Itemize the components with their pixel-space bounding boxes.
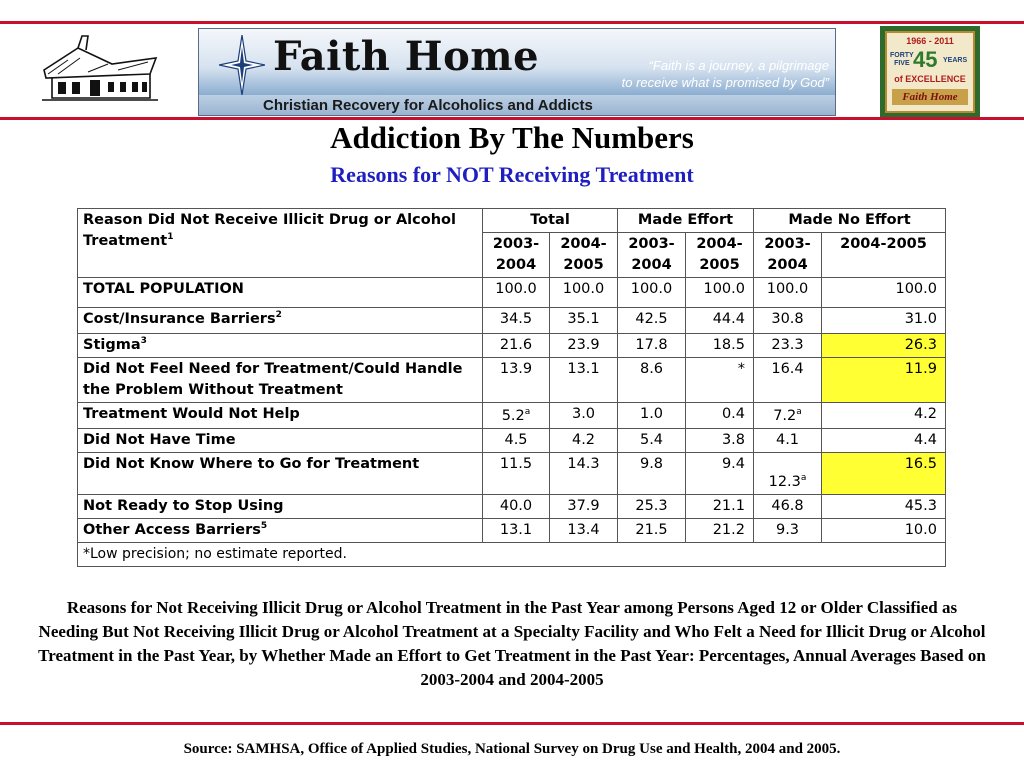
value-cell: 5.4	[618, 429, 686, 453]
row-label: Cost/Insurance Barriers$^2$	[78, 308, 483, 334]
row-label: Other Access Barriers$^5$	[78, 519, 483, 543]
value-cell: 18.5	[686, 334, 754, 358]
banner-quote: “Faith is a journey, a pilgrimage to receive what is promised by God”	[621, 58, 829, 90]
table-footnote: *Low precision; no estimate reported.	[78, 543, 946, 567]
value-cell: 100.0	[483, 278, 550, 308]
value-cell: 14.3	[550, 453, 618, 495]
treatment-reasons-table	[77, 208, 946, 567]
value-cell: 35.1	[550, 308, 618, 334]
page-subtitle: Reasons for NOT Receiving Treatment	[330, 162, 694, 187]
value-cell: 0.4	[686, 403, 754, 429]
value-cell: 9.3	[754, 519, 822, 543]
value-cell: 13.4	[550, 519, 618, 543]
value-cell: 37.9	[550, 495, 618, 519]
value-cell: 45.3	[822, 495, 946, 519]
year-header: 2004-2005	[550, 233, 618, 278]
value-cell: 40.0	[483, 495, 550, 519]
value-cell: 42.5	[618, 308, 686, 334]
value-cell: 23.3	[754, 334, 822, 358]
value-cell: 13.1	[550, 358, 618, 403]
top-divider	[0, 21, 1024, 24]
value-cell: 100.0	[618, 278, 686, 308]
value-cell: 3.0	[550, 403, 618, 429]
value-cell: 12.3$^a$	[754, 453, 822, 495]
value-cell: 8.6	[618, 358, 686, 403]
value-cell: 23.9	[550, 334, 618, 358]
value-cell: 100.0	[686, 278, 754, 308]
house-logo-icon	[38, 34, 160, 104]
table-row	[78, 308, 946, 334]
value-cell: 44.4	[686, 308, 754, 334]
value-cell: *	[686, 358, 754, 403]
value-cell: 3.8	[686, 429, 754, 453]
source-citation: Source: SAMHSA, Office of Applied Studies, National Survey on Drug Use and Health, 2004 and 2005.	[183, 741, 841, 757]
table-row	[78, 278, 946, 308]
footer-divider	[0, 722, 1024, 725]
year-header: 2004-2005	[822, 233, 946, 278]
row-label: TOTAL POPULATION	[78, 278, 483, 308]
row-label: Not Ready to Stop Using	[78, 495, 483, 519]
value-cell: 34.5	[483, 308, 550, 334]
value-cell: 4.1	[754, 429, 822, 453]
value-cell: 4.2	[822, 403, 946, 429]
faith-home-banner	[198, 28, 836, 116]
badge-years: 1966 - 2011	[906, 36, 954, 46]
value-cell: 100.0	[550, 278, 618, 308]
group-header-made-effort: Made Effort	[618, 209, 754, 233]
table-row	[78, 403, 946, 429]
value-cell: 26.3	[822, 334, 946, 358]
banner-tagline: Christian Recovery for Alcoholics and Addicts	[263, 97, 593, 114]
value-cell: 46.8	[754, 495, 822, 519]
value-cell: 21.6	[483, 334, 550, 358]
badge-years-label: YEARS	[943, 57, 968, 64]
banner-title: Faith Home	[273, 33, 540, 80]
value-cell: 100.0	[754, 278, 822, 308]
table-row	[78, 358, 946, 403]
group-header-made-no-effort: Made No Effort	[754, 209, 946, 233]
group-header-total: Total	[483, 209, 618, 233]
value-cell: 31.0	[822, 308, 946, 334]
year-header: 2003-2004	[483, 233, 550, 278]
value-cell: 1.0	[618, 403, 686, 429]
year-header: 2003-2004	[618, 233, 686, 278]
value-cell: 4.4	[822, 429, 946, 453]
value-cell: 100.0	[822, 278, 946, 308]
value-cell: 4.5	[483, 429, 550, 453]
value-cell: 17.8	[618, 334, 686, 358]
value-cell: 21.2	[686, 519, 754, 543]
anniversary-badge	[880, 26, 980, 118]
table-row	[78, 453, 946, 495]
table-row	[78, 334, 946, 358]
value-cell: 25.3	[618, 495, 686, 519]
value-cell: 7.2$^a$	[754, 403, 822, 429]
value-cell: 5.2$^a$	[483, 403, 550, 429]
value-cell: 21.5	[618, 519, 686, 543]
value-cell: 9.8	[618, 453, 686, 495]
reason-header: Reason Did Not Receive Illicit Drug or Alcohol Treatment$^1$	[78, 209, 483, 278]
page-title: Addiction By The Numbers	[330, 120, 694, 155]
table-row	[78, 519, 946, 543]
value-cell: 13.9	[483, 358, 550, 403]
row-label: Did Not Have Time	[78, 429, 483, 453]
table-row	[78, 495, 946, 519]
value-cell: 9.4	[686, 453, 754, 495]
year-header: 2004-2005	[686, 233, 754, 278]
year-header: 2003-2004	[754, 233, 822, 278]
value-cell: 13.1	[483, 519, 550, 543]
value-cell: 4.2	[550, 429, 618, 453]
row-label: Did Not Know Where to Go for Treatment	[78, 453, 483, 495]
badge-number: 45	[913, 47, 938, 72]
table-header-row	[78, 209, 946, 233]
badge-name: Faith Home	[892, 89, 968, 105]
star-icon	[219, 35, 265, 95]
badge-excellence: of EXCELLENCE	[894, 74, 966, 84]
value-cell: 21.1	[686, 495, 754, 519]
badge-forty-five: FORTY FIVE	[890, 52, 914, 67]
value-cell: 11.9	[822, 358, 946, 403]
row-label: Did Not Feel Need for Treatment/Could Handle the Problem Without Treatment	[78, 358, 483, 403]
table-caption: Reasons for Not Receiving Illicit Drug or Alcohol Treatment in the Past Year among Persons Aged 12 or Older Classified as Needing But Not Receiving Illicit Drug or Alcohol Treatment at a Specialty Facility and Who Felt a Need for Illicit Drug or Alcohol Treatment in the Past Year, by Whether Made an Effort to Get Treatment in the Past Year: Percentages, Annual Averages Based on 2003-2004 and 2004-2005	[38, 598, 986, 689]
table-row	[78, 429, 946, 453]
row-label: Treatment Would Not Help	[78, 403, 483, 429]
value-cell: 16.5	[822, 453, 946, 495]
value-cell: 10.0	[822, 519, 946, 543]
value-cell: 30.8	[754, 308, 822, 334]
row-label: Stigma$^3$	[78, 334, 483, 358]
value-cell: 16.4	[754, 358, 822, 403]
table-footnote-row	[78, 543, 946, 567]
value-cell: 11.5	[483, 453, 550, 495]
